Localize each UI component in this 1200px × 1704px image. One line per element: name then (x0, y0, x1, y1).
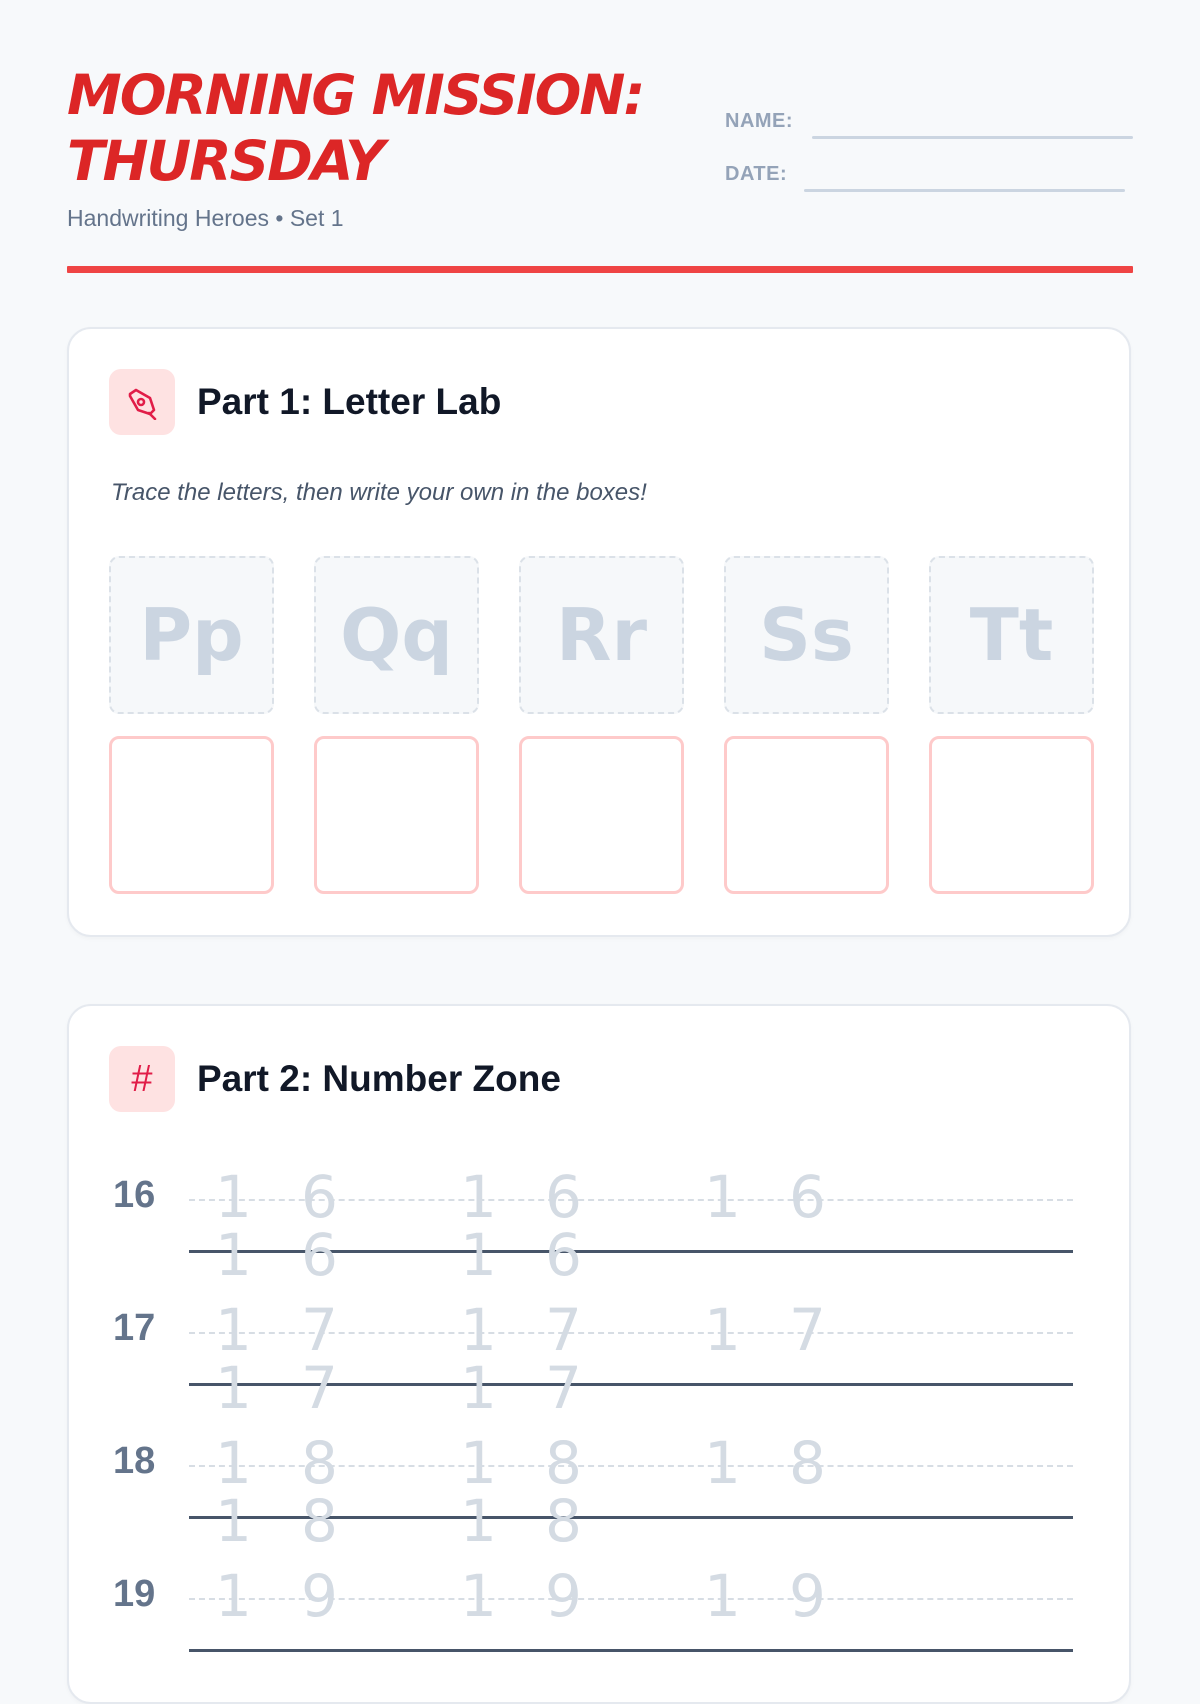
trace-digit: 8 (545, 1487, 582, 1555)
trace-digit: 7 (545, 1354, 582, 1422)
trace-digit: 1 (460, 1429, 497, 1497)
trace-letter-q: Qq (314, 556, 479, 714)
baseline-guide (189, 1649, 1073, 1652)
worksheet-subtitle: Handwriting Heroes • Set 1 (67, 205, 344, 231)
trace-digit: 1 (215, 1429, 252, 1497)
write-box-q[interactable] (314, 736, 479, 894)
trace-digit: 7 (545, 1296, 582, 1364)
trace-digit: 1 (215, 1354, 252, 1422)
worksheet-title: MORNING MISSION: THURSDAY (67, 63, 644, 193)
trace-digit: 1 (215, 1163, 252, 1231)
number-row-19[interactable] (69, 1553, 1133, 1673)
trace-digit: 7 (301, 1354, 338, 1422)
trace-digit: 1 (460, 1163, 497, 1231)
trace-digit: 1 (460, 1487, 497, 1555)
name-field[interactable] (725, 110, 1133, 163)
hash-glyph: # (131, 1057, 153, 1100)
trace-digit: 8 (545, 1429, 582, 1497)
write-box-r[interactable] (519, 736, 684, 894)
letter-lab-heading (109, 369, 501, 435)
trace-digit: 8 (301, 1487, 338, 1555)
hash-icon (109, 1046, 175, 1112)
trace-digit: 1 (215, 1296, 252, 1364)
trace-digit: 9 (789, 1562, 826, 1630)
number-label: 16 (113, 1174, 156, 1216)
trace-digit: 1 (704, 1562, 741, 1630)
trace-letter-p: Pp (109, 556, 274, 714)
trace-digit: 1 (460, 1296, 497, 1364)
trace-digit: 6 (301, 1221, 338, 1289)
trace-digit: 8 (789, 1429, 826, 1497)
date-label: DATE: (725, 163, 788, 185)
trace-digit: 1 (460, 1221, 497, 1289)
trace-digit: 6 (301, 1163, 338, 1231)
write-box-t[interactable] (929, 736, 1094, 894)
trace-letters-row (109, 556, 1094, 714)
header-left (67, 62, 1133, 232)
trace-digit: 7 (789, 1296, 826, 1364)
trace-letter-t: Tt (929, 556, 1094, 714)
name-label: NAME: (725, 110, 794, 132)
number-zone-card (67, 1004, 1131, 1704)
trace-digit: 1 (215, 1562, 252, 1630)
number-label: 17 (113, 1307, 156, 1349)
trace-digit: 9 (545, 1562, 582, 1630)
write-boxes-row (109, 736, 1094, 894)
number-row-17[interactable] (69, 1287, 1133, 1422)
trace-digit: 6 (545, 1163, 582, 1231)
write-box-p[interactable] (109, 736, 274, 894)
trace-digit: 6 (545, 1221, 582, 1289)
trace-digit: 1 (704, 1296, 741, 1364)
date-field[interactable] (725, 163, 1133, 216)
trace-letter-s: Ss (724, 556, 889, 714)
letter-lab-card (67, 327, 1131, 937)
number-row-16[interactable] (69, 1154, 1133, 1289)
trace-digit: 8 (301, 1429, 338, 1497)
name-line[interactable] (812, 136, 1133, 139)
letter-lab-instruction: Trace the letters, then write your own in the boxes! (111, 479, 647, 506)
trace-digit: 9 (301, 1562, 338, 1630)
trace-digit: 7 (301, 1296, 338, 1364)
trace-letter-r: Rr (519, 556, 684, 714)
name-date-fields (725, 110, 1133, 216)
number-zone-title: Part 2: Number Zone (197, 1058, 561, 1099)
trace-digit: 1 (215, 1221, 252, 1289)
number-row-18[interactable] (69, 1420, 1133, 1555)
date-line[interactable] (804, 189, 1125, 192)
letter-lab-title: Part 1: Letter Lab (197, 381, 502, 422)
header-divider (67, 266, 1133, 273)
number-zone-heading (109, 1046, 561, 1112)
trace-digit: 1 (460, 1562, 497, 1630)
trace-digit: 6 (789, 1163, 826, 1231)
trace-digit: 1 (704, 1163, 741, 1231)
number-label: 18 (113, 1440, 156, 1482)
pen-nib-icon (109, 369, 175, 435)
trace-digit: 1 (704, 1429, 741, 1497)
trace-digit: 1 (460, 1354, 497, 1422)
number-label: 19 (113, 1573, 156, 1615)
write-box-s[interactable] (724, 736, 889, 894)
trace-digit: 1 (215, 1487, 252, 1555)
